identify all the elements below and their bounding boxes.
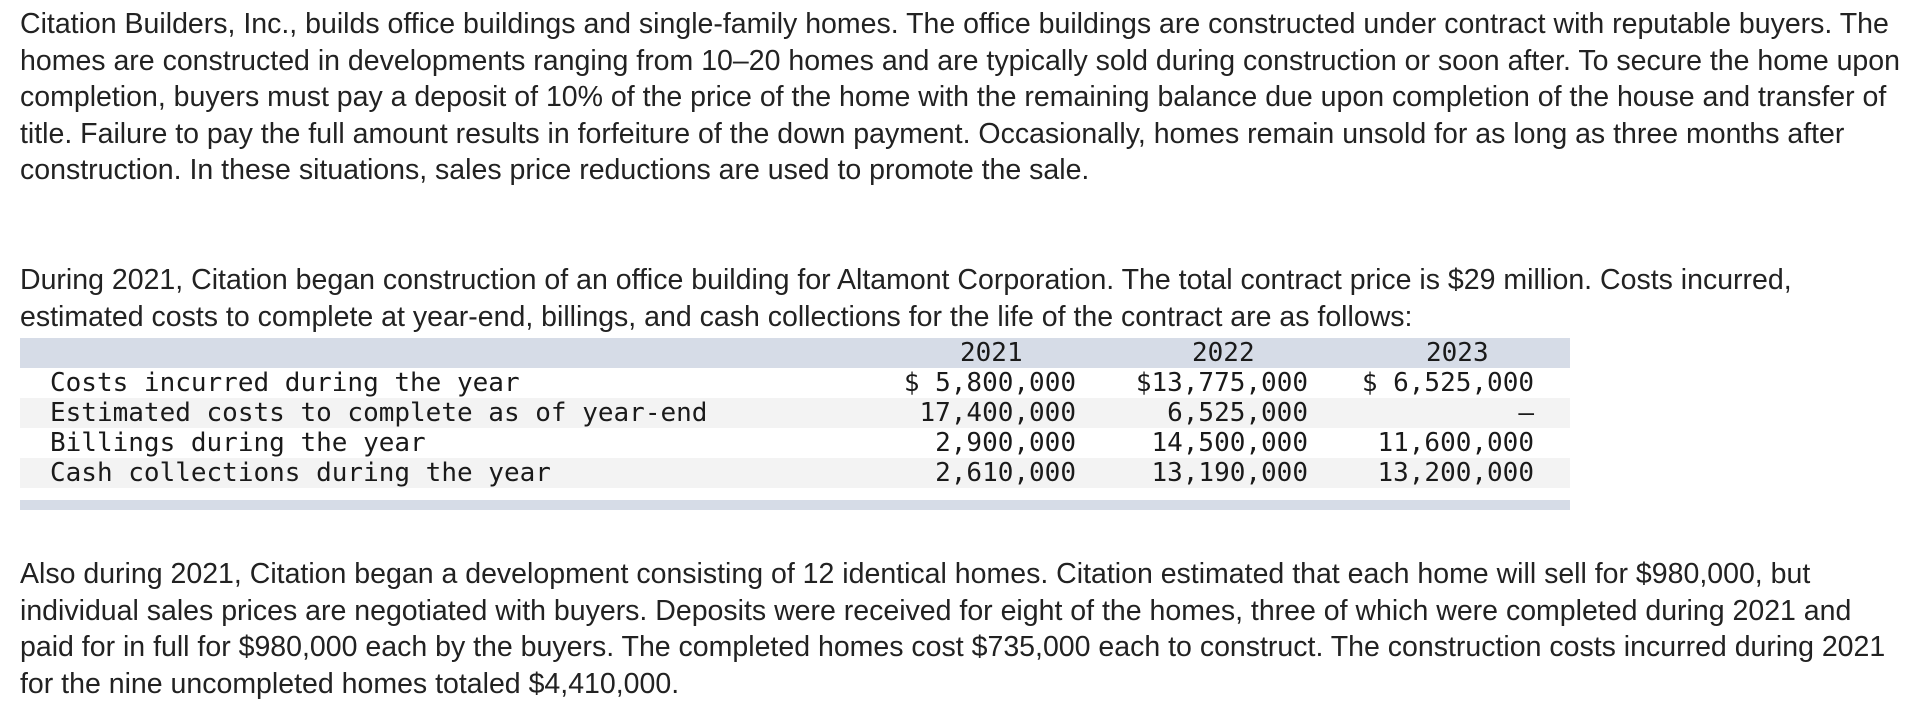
cell-2022: 6,525,000 [1167, 398, 1308, 428]
row-label: Cash collections during the year [50, 458, 551, 488]
cell-2021: 2,900,000 [935, 428, 1076, 458]
homes-paragraph: Also during 2021, Citation began a development consisting of 12 identical homes. Citation estimated that each home will sell for $980,000, but individual sales prices are negotiated with buyers. Deposits were received for eight of the homes, three of which were completed during 2021 and paid for in full for $980,000 each by the buyers. The completed homes cost $735,000 each to construct. The construction costs incurred during 2021 for the nine uncompleted homes totaled $4,410,000. [20, 558, 1886, 700]
header-2023: 2023 [1426, 338, 1489, 368]
intro-paragraph: Citation Builders, Inc., builds office buildings and single-family homes. The office buildings are constructed under contract with reputable buyers. The homes are constructed in developments ranging from 10–20 homes and are typically sold during construction or soon after. To secure the home upon completion, buyers must pay a deposit of 10% of the price of the home with the remaining balance due upon completion of the house and transfer of title. Failure to pay the full amount results in forfeiture of the down payment. Occasionally, homes remain unsold for as long as three months after construction. In these situations, sales price reductions are used to promote the sale. [20, 8, 1900, 187]
table-row [20, 368, 1570, 398]
row-label: Billings during the year [50, 428, 426, 458]
table-row [20, 428, 1570, 458]
cell-2022: 14,500,000 [1151, 428, 1308, 458]
header-2021: 2021 [960, 338, 1023, 368]
table-row [20, 398, 1570, 428]
table-row [20, 458, 1570, 488]
contract-paragraph: During 2021, Citation began construction of an office building for Altamont Corporation. The total contract price is $29 million. Costs incurred, estimated costs to complete at year-end, billings, and cash collections for the life of the contract are as follows: [20, 264, 1792, 333]
cell-2021: 2,610,000 [935, 458, 1076, 488]
cell-2022: $13,775,000 [1135, 368, 1308, 398]
row-label: Costs incurred during the year [50, 368, 520, 398]
cell-2021: 17,400,000 [919, 398, 1076, 428]
header-2022: 2022 [1192, 338, 1255, 368]
cell-2023: 11,600,000 [1377, 428, 1534, 458]
table-header-row [20, 338, 1570, 368]
cell-2023: 13,200,000 [1377, 458, 1534, 488]
table-footer-band [20, 500, 1570, 510]
cell-2022: 13,190,000 [1151, 458, 1308, 488]
cell-2021: $ 5,800,000 [903, 368, 1076, 398]
cell-2023: – [1518, 398, 1534, 428]
cell-2023: $ 6,525,000 [1361, 368, 1534, 398]
contract-data-table [20, 338, 1570, 510]
table-spacer [20, 488, 1570, 500]
row-label: Estimated costs to complete as of year-end [50, 398, 708, 428]
